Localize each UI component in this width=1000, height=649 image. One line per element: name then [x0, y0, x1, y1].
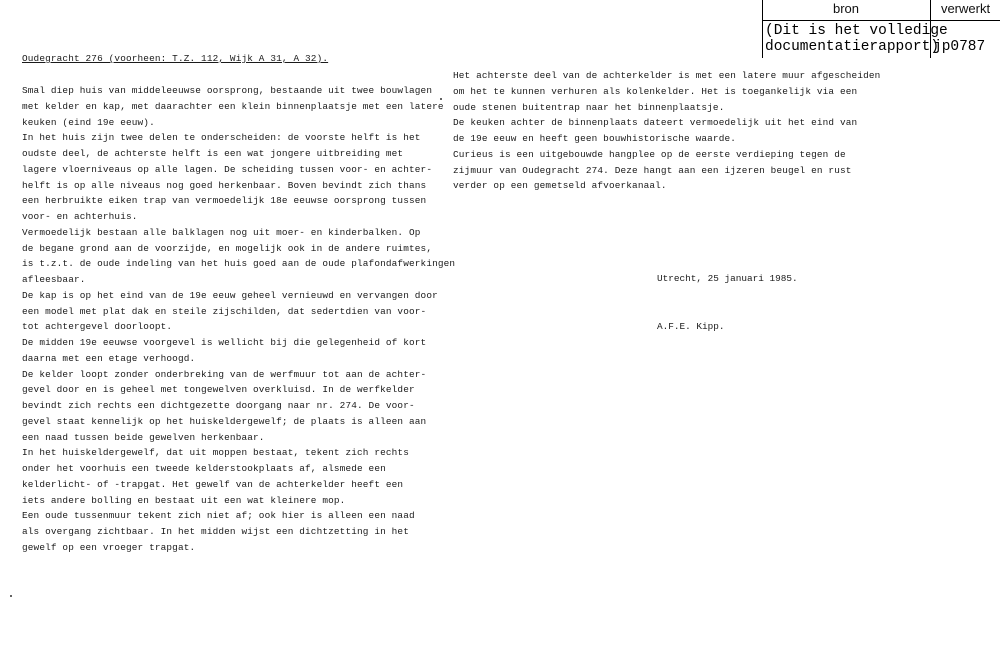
bron-value-line-1: (Dit is het volledige	[765, 23, 948, 39]
right-column-line: zijmuur van Oudegracht 274. Deze hangt aan een ijzeren beugel en rust	[453, 164, 852, 176]
header-table	[762, 0, 1000, 60]
left-column-line: lagere vloerniveaus op alle lagen. De scheiding tussen voor- en achter-	[22, 163, 433, 175]
verwerkt-header: verwerkt	[940, 1, 991, 16]
right-column-line: Het achterste deel van de achterkelder is met een latere muur afgescheiden	[453, 70, 881, 81]
left-column-line: In het huis zijn twee delen te onderscheiden: de voorste helft is het	[22, 132, 421, 144]
signature-place-date: Utrecht, 25 januari 1985.	[657, 273, 798, 284]
left-column-line: is t.z.t. de oude indeling van het huis goed aan de oude plafondafwerkingen	[22, 258, 456, 270]
left-column-line: onder het voorhuis een tweede kelderstookplaats af, alsmede een	[22, 463, 386, 474]
left-column-line: De kap is op het eind van de 19e eeuw geheel vernieuwd en vervangen door	[22, 289, 438, 301]
left-column-line: bevindt zich rechts een dichtgezette doorgang naar nr. 274. De voor-	[22, 400, 415, 411]
left-column-line: In het huiskeldergewelf, dat uit moppen bestaat, tekent zich rechts	[22, 447, 409, 459]
right-column-line: oude stenen buitentrap naar het binnenplaatsje.	[453, 101, 725, 113]
left-column-line: De kelder loopt zonder onderbreking van de werfmuur tot aan de achter-	[22, 368, 427, 380]
right-column-line: om het te kunnen verhuren als kolenkelder. Het is toegankelijk via een	[453, 85, 858, 97]
left-column-line: gevel door en is geheel met tongewelven overkluisd. In de werfkelder	[22, 384, 415, 396]
right-column-line: Curieus is een uitgebouwde hangplee op de eerste verdieping tegen de	[453, 148, 846, 160]
scan-speck	[10, 595, 12, 597]
left-column-line: helft is op alle niveaus nog goed herkenbaar. Boven bevindt zich thans	[22, 179, 427, 191]
left-column-line: oudste deel, de achterste helft is een wat jongere uitbreiding met	[22, 148, 404, 159]
right-column-line: verder op een gemetseld afvoerkanaal.	[453, 180, 667, 192]
right-column-line: De keuken achter de binnenplaats dateert vermoedelijk uit het eind van	[453, 117, 858, 129]
left-column-line: voor- en achterhuis.	[22, 211, 138, 222]
left-column-line: als overgang zichtbaar. In het midden wijst een dichtzetting in het	[22, 526, 409, 537]
left-column-line: de begane grond aan de voorzijde, en mogelijk ook in de andere ruimtes,	[22, 242, 433, 254]
left-column-line: iets andere bolling en bestaat uit een wat kleinere mop.	[22, 494, 346, 506]
left-column-line: daarna met een etage verhoogd.	[22, 352, 196, 364]
left-column-line: afleesbaar.	[22, 274, 86, 285]
bron-value-line-2: documentatierapport)	[765, 39, 940, 55]
signature-block	[657, 239, 798, 351]
left-column-line: Een oude tussenmuur tekent zich niet af; ook hier is alleen een naad	[22, 510, 415, 522]
left-column-line: gevel staat kennelijk op het huiskeldergewelf; de plaats is alleen aan	[22, 415, 427, 427]
scan-speck	[440, 98, 442, 100]
left-column-line: kelderlicht- of -trapgat. Het gewelf van de achterkelder heeft een	[22, 478, 404, 490]
bron-header: bron	[832, 1, 860, 16]
left-column-line: De midden 19e eeuwse voorgevel is wellicht bij die gelegenheid of kort	[22, 337, 427, 348]
right-column-line: de 19e eeuw en heeft geen bouwhistorische waarde.	[453, 133, 737, 144]
right-text-column	[453, 68, 880, 194]
left-column-line: Vermoedelijk bestaan alle balklagen nog uit moer- en kinderbalken. Op	[22, 226, 421, 238]
left-column-line: een model met plat dak en steile zijschilden, dat sedertdien van voor-	[22, 305, 427, 317]
left-column-line: Smal diep huis van middeleeuwse oorsprong, bestaande uit twee bouwlagen	[22, 85, 433, 96]
left-column-line: een naad tussen beide gewelven herkenbaar.	[22, 431, 265, 443]
left-column-line: met kelder en kap, met daarachter een klein binnenplaatsje met een latere	[22, 100, 444, 112]
verwerkt-value: jp0787	[933, 39, 986, 55]
left-text-column	[22, 83, 455, 556]
header-divider-line	[762, 20, 1000, 21]
document-title: Oudegracht 276 (voorheen: T.Z. 112, Wijk A 31, A 32).	[22, 53, 329, 64]
left-column-line: gewelf op een vroeger trapgat.	[22, 541, 196, 553]
left-column-line: keuken (eind 19e eeuw).	[22, 116, 155, 128]
left-column-line: tot achtergevel doorloopt.	[22, 321, 173, 333]
left-column-line: een herbruikte eiken trap van vermoedelijk 18e eeuwse oorsprong tussen	[22, 195, 427, 207]
signature-author: A.F.E. Kipp.	[657, 321, 725, 332]
